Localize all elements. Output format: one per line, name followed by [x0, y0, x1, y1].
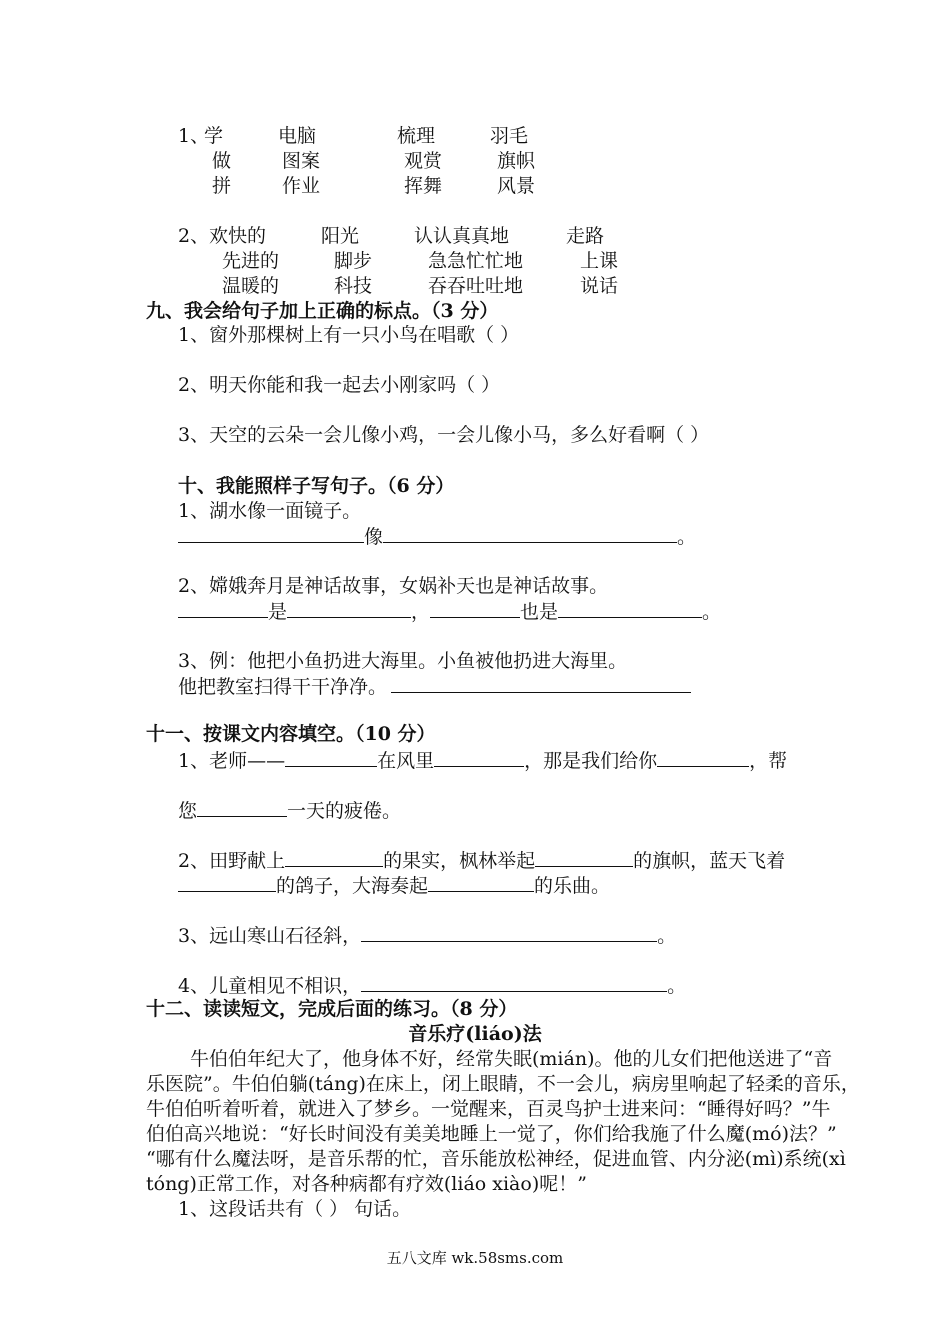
- word: 观赏: [404, 150, 443, 172]
- s10-q3-prompt: 3、例：他把小鱼扔进大海里。小鱼被他扔进大海里。: [178, 650, 628, 672]
- s8-q2-num: 2、: [178, 225, 210, 247]
- footer-watermark: 五八文库 wk.58sms.com: [386, 1249, 564, 1267]
- text: ，帮: [749, 750, 788, 772]
- word: 阳光: [321, 225, 360, 247]
- answer-blank[interactable]: [391, 674, 691, 693]
- answer-blank[interactable]: [178, 524, 364, 543]
- s11-q3-line: [178, 923, 676, 948]
- word: 欢快的: [209, 225, 267, 247]
- answer-blank[interactable]: [657, 748, 749, 767]
- word: 羽毛: [490, 125, 529, 147]
- word: 脚步: [334, 250, 373, 272]
- answer-blank[interactable]: [178, 873, 276, 892]
- passage-line-1: 牛伯伯年纪大了，他身体不好，经常失眠(mián)。他的儿女们把他送进了“音: [190, 1048, 833, 1070]
- like-word: 像: [364, 526, 384, 548]
- s9-item-2: 2、明天你能和我一起去小刚家吗（ ）: [178, 374, 501, 396]
- s11-q2-line1: [178, 848, 785, 873]
- answer-blank[interactable]: [285, 748, 377, 767]
- text: 1、老师——: [178, 750, 286, 772]
- word: 科技: [334, 275, 373, 297]
- s9-item-3: 3、天空的云朵一会儿像小鸡，一会儿像小马，多么好看啊（ ）: [178, 424, 710, 446]
- text: 2、田野献上: [178, 850, 286, 872]
- passage-line-5: “哪有什么魔法呀，是音乐帮的忙，音乐能放松神经，促进血管、内分泌(mì)系统(xì: [146, 1148, 846, 1170]
- section-9-title: 九、我会给句子加上正确的标点。（3 分）: [146, 300, 499, 322]
- word: 上课: [580, 250, 619, 272]
- passage-line-6: tóng)正常工作，对各种病都有疗效(liáo xiào)呢！”: [146, 1173, 587, 1195]
- word: 作业: [282, 175, 321, 197]
- answer-blank[interactable]: [197, 798, 287, 817]
- s11-q4-line: [178, 973, 686, 998]
- word: 梳理: [397, 125, 436, 147]
- text: 的鸽子，大海奏起: [276, 875, 429, 897]
- also-is-word: 也是: [520, 601, 559, 623]
- word: 急急忙忙地: [428, 250, 524, 272]
- text: ，那是我们给你: [524, 750, 658, 772]
- answer-blank[interactable]: [383, 524, 677, 543]
- passage-line-4: 伯伯高兴地说：“好长时间没有美美地睡上一觉了，你们给我施了什么魔(mó)法？”: [146, 1123, 837, 1145]
- word: 挥舞: [404, 175, 443, 197]
- text: 的果实，枫林举起: [383, 850, 536, 872]
- period: 。: [657, 925, 677, 947]
- text: 在风里: [377, 750, 435, 772]
- period: 。: [702, 601, 722, 623]
- period: 。: [667, 975, 687, 997]
- answer-blank[interactable]: [558, 599, 702, 618]
- s10-q1-answer-line: [178, 524, 696, 549]
- passage-line-3: 牛伯伯听着听着，就进入了梦乡。一觉醒来，百灵鸟护士进来问：“睡得好吗？”牛: [146, 1098, 831, 1120]
- word: 认认真真地: [414, 225, 510, 247]
- answer-blank[interactable]: [287, 599, 411, 618]
- passage-line-2: 乐医院”。牛伯伯躺(táng)在床上，闭上眼睛，不一会儿，病房里响起了轻柔的音乐，: [146, 1073, 860, 1095]
- period: 。: [677, 526, 697, 548]
- text: 3、远山寒山石径斜，: [178, 925, 362, 947]
- passage-title: 音乐疗(liáo)法: [408, 1023, 542, 1045]
- s10-q2-prompt: 2、嫦娥奔月是神话故事，女娲补天也是神话故事。: [178, 575, 609, 597]
- word: 拼: [212, 175, 232, 197]
- answer-blank[interactable]: [178, 599, 268, 618]
- answer-blank[interactable]: [428, 873, 534, 892]
- answer-blank[interactable]: [285, 848, 383, 867]
- answer-blank[interactable]: [535, 848, 633, 867]
- s11-q1-line1: [178, 748, 787, 773]
- s11-q1-line2: [178, 798, 401, 823]
- word: 电脑: [278, 125, 317, 147]
- s10-q1-prompt: 1、湖水像一面镜子。: [178, 500, 362, 522]
- s9-item-1: 1、窗外那棵树上有一只小鸟在唱歌（ ）: [178, 324, 520, 346]
- text: 一天的疲倦。: [287, 800, 402, 822]
- text: 的旗帜，蓝天飞着: [633, 850, 786, 872]
- word: 风景: [497, 175, 536, 197]
- answer-blank[interactable]: [361, 973, 667, 992]
- word: 说话: [580, 275, 619, 297]
- answer-blank[interactable]: [361, 923, 657, 942]
- section-12-title: 十二、读读短文，完成后面的练习。（8 分）: [146, 998, 518, 1020]
- word: 温暖的: [222, 275, 280, 297]
- s10-q2-answer-line: [178, 599, 721, 624]
- word: 旗帜: [497, 150, 536, 172]
- text: 的乐曲。: [534, 875, 611, 897]
- word: 走路: [566, 225, 605, 247]
- answer-blank[interactable]: [430, 599, 520, 618]
- q3-sentence: 他把教室扫得干干净净。: [178, 676, 388, 698]
- s11-q2-line2: [178, 873, 610, 898]
- section-10-title: 十、我能照样子写句子。（6 分）: [178, 475, 455, 497]
- text: 您: [178, 800, 198, 822]
- word: 做: [212, 150, 232, 172]
- s10-q3-answer-line: [178, 674, 691, 699]
- comma: ，: [411, 601, 431, 623]
- word: 学: [204, 125, 224, 147]
- section-11-title: 十一、按课文内容填空。（10 分）: [146, 723, 436, 745]
- word: 先进的: [222, 250, 280, 272]
- text: 4、儿童相见不相识，: [178, 975, 362, 997]
- s12-q1: 1、这段话共有（ ） 句话。: [178, 1198, 412, 1220]
- word: 吞吞吐吐地: [428, 275, 524, 297]
- s8-q1-num: 1、: [178, 125, 210, 147]
- word: 图案: [282, 150, 321, 172]
- is-word: 是: [268, 601, 288, 623]
- answer-blank[interactable]: [434, 748, 524, 767]
